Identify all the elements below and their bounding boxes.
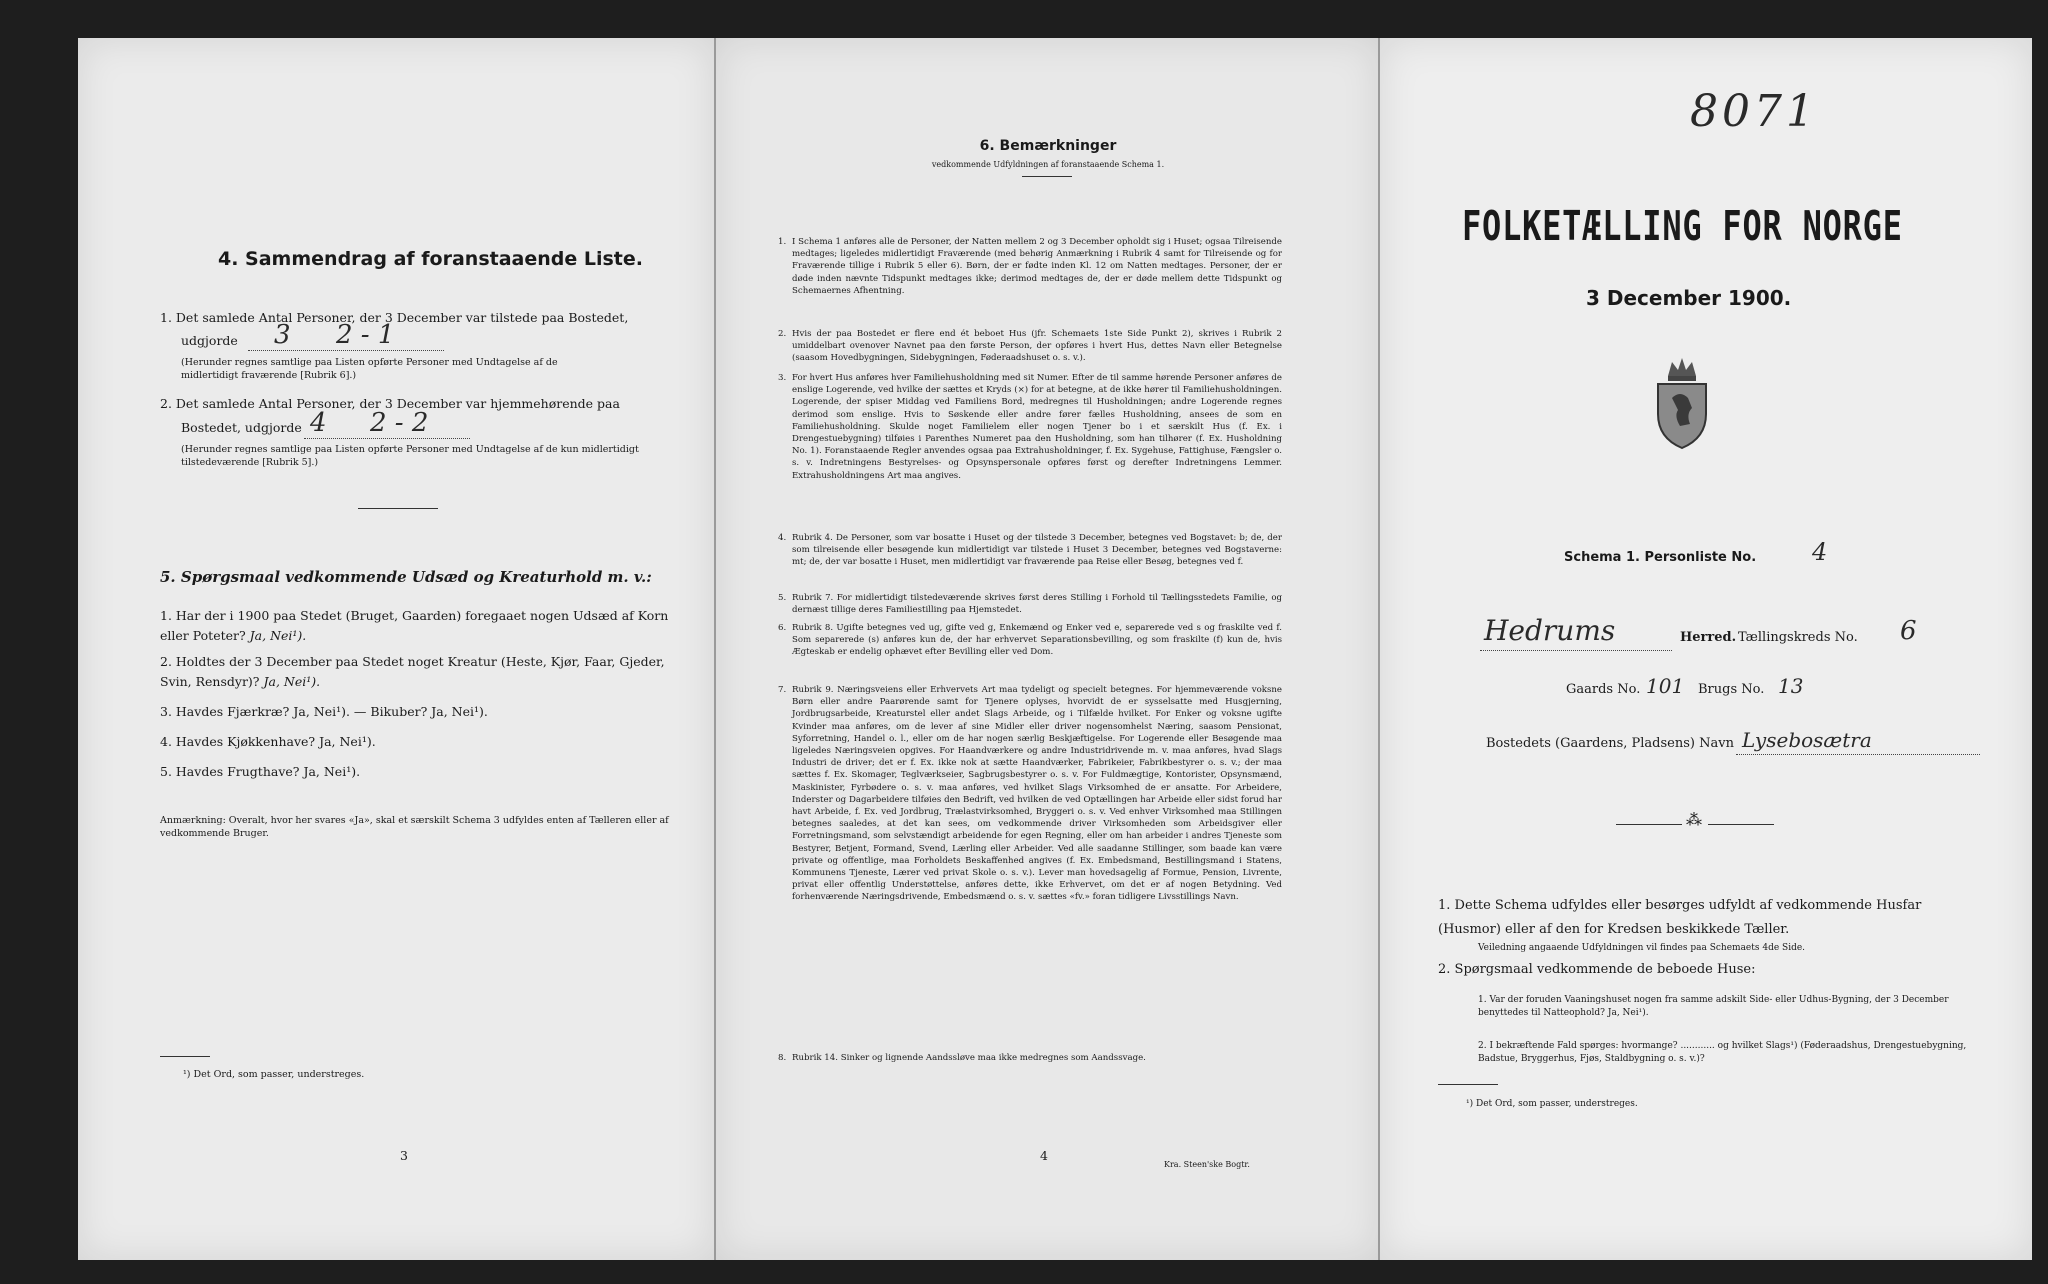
item1-value-b: 2 - 1 — [336, 320, 395, 350]
gaards-label: Gaards No. — [1566, 682, 1641, 697]
right-footnote-rule — [1438, 1084, 1498, 1085]
remark-item-text: Hvis der paa Bostedet er flere end ét beboet Hus (jfr. Schemaets 1ste Side Punkt 2), skrives i Rubrik 2 umiddelbart ovenover Navnet paa den første Person, der opføres i hvert Hus, dettes Navn eller Betegnelse (saasom Hovedbygningen, Sidebygningen, Føderaadshuset o. s. v.). — [792, 329, 1282, 364]
remark-item — [778, 684, 1282, 904]
section5-title: 5. Spørgsmaal vedkommende Udsæd og Kreaturhold m. v.: — [160, 568, 652, 586]
remark-item-number: 2. — [778, 329, 787, 339]
page-number-middle: 4 — [1040, 1148, 1048, 1163]
remark-item-number: 6. — [778, 623, 787, 633]
bosted-label: Bostedets (Gaardens, Pladsens) Navn — [1486, 736, 1734, 751]
middle-page — [716, 38, 1380, 1260]
herred-value: Hedrums — [1484, 614, 1616, 647]
scan-background — [0, 0, 2048, 38]
coat-of-arms-icon — [1650, 354, 1714, 454]
ornament-rule-left — [1616, 824, 1682, 825]
page-number-left: 3 — [400, 1148, 408, 1163]
item2-note: (Herunder regnes samtlige paa Listen opførte Personer med Undtagelse af de kun midlertidigt tilstedeværende [Rubrik 5].) — [181, 444, 639, 468]
item1-line1: 1. Det samlede Antal Personer, der 3 December var tilstede paa Bostedet, — [160, 310, 629, 325]
item2-line1: 2. Det samlede Antal Personer, der 3 December var hjemmehørende paa — [160, 396, 620, 411]
item2-label: Bostedet, udgjorde — [181, 420, 302, 435]
bosted-dotline — [1736, 754, 1980, 755]
herred-dotline — [1480, 650, 1672, 651]
item2-value-b: 2 - 2 — [370, 408, 429, 438]
gaards-value: 101 — [1646, 674, 1685, 698]
instruction-1-note: Veiledning angaaende Udfyldningen vil findes paa Schemaets 4de Side. — [1478, 943, 1806, 953]
remark-item-text: For hvert Hus anføres hver Familiehusholdning med sit Numer. Efter de til samme hørende Personer anføres de enslige Logerende, ved hvilke der sættes et Kryds (×) for at betegne, at de ikke hører til Familiehusholdningen. Logerende, der spiser Middag ved Familiens Bord, medregnes til Husholdningen; andre Logerende regnes derimod som enslige. Hvis to Søskende eller andre fører fælles Husholdning, ansees de som en Familiehusholdning. Skulde noget Familielem eller nogen Tjener bo i et særskilt Hus (f. Ex. i Drengestuebygning) tilføies i Parenthes Numeret paa den Husholdning, som han tilhører (f. Ex. Husholdning No. 1). Foranstaaende Regler anvendes ogsaa paa Extrahusholdninger, f. Ex. Sygehuse, Fattighuse, Fængsler o. s. v. Indretningens Bestyrelses- og Opsynspersonale opføres først og derefter Indretningens Lemmer. Extrahusholdningens Art maa angives. — [792, 373, 1282, 481]
right-page — [1380, 38, 2032, 1260]
ornament: ⁂ — [1686, 810, 1702, 829]
footnote-rule — [160, 1056, 210, 1057]
schema-value: 4 — [1812, 538, 1828, 566]
census-title: FOLKETÆLLING FOR NORGE — [1462, 202, 1903, 250]
remark-item-number: 3. — [778, 373, 787, 383]
remark-item — [778, 622, 1282, 659]
remark: Anmærkning: Overalt, hvor her svares «Ja», skal et særskilt Schema 3 udfyldes enten af Tælleren eller af vedkommende Bruger. — [160, 815, 669, 839]
schema-label: Schema 1. Personliste No. — [1564, 550, 1757, 565]
divider-rule — [358, 508, 438, 509]
remark-item-text: Rubrik 4. De Personer, som var bosatte i Huset og der tilstede 3 December, betegnes ved Bogstavet: b; de, der som tilreisende eller besøgende kun midlertidigt var tilstede i Huset 3 December, betegnes ved Bogstaverne: mt; de, der var bosatte i Huset, men midlertidigt var fraværende paa Reise eller Besøg, betegnes ved f. — [792, 533, 1282, 568]
remark-item-text: Rubrik 9. Næringsveiens eller Erhvervets Art maa tydeligt og specielt betegnes. For hjemmeværende voksne Børn eller andre Paarørende samt for Tjenere oplyses, hvorvidt de er sysselsatte med Husgjerning, Jordbrugsarbeide, Kreaturstel eller andet Slags Arbeide, og i Tilfælde hvilket. For Enker og voksne ugifte Kvinder maa anføres, om de lever af sine Midler eller driver nogensomhelst Næring, saasom Pensionat, Syforretning, Handel o. l., eller om de har nogen særlig Beskjæftigelse. For Logerende eller Besøgende maa ligeledes Næringsveien opgives. For Haandværkere og andre Industridrivende m. v. maa anføres, hvad Slags Industri de driver; det er f. Ex. ikke nok at sætte Haandværker, Fabrikeier, Fabrikbestyrer o. s. v.; der maa sættes f. Ex. Skomager, Teglværkseier, Sagbrugsbestyrer o. s. v. For Fuldmægtige, Kontorister, Opsynsmænd, Maskinister, Fyrbødere o. s. v. maa anføres, ved hvilket Slags Virksomhed de er ansatte. For Arbeidere, Inderster og Dagarbeidere tilføies den Bedrift, ved hvilken de ved Optællingen har Arbeide eller sidst forud har havt Arbeide, f. Ex. ved Jordbrug, Trælastvirksomhed, Bryggeri o. s. v. Ved enhver Virksomhed maa Stillingen betegnes saaledes, at det kan sees, om vedkommende driver Virksomheden som Arbeidsgiver eller Forretningsmand, som selvstændigt arbeidende for egen Regning, eller om han arbeider i andres Tjeneste som Bestyrer, Betjent, Formand, Svend, Lærling eller Arbeider. Ved alle saadanne Stillinger, som baade kan være private og offentlige, maa Forholdets Beskaffenhed angives (f. Ex. Embedsmand, Bestillingsmand i Statens, Kommunens Tjeneste, Lærer ved privat Skole o. s. v.). Lever man hovedsagelig af Formue, Pension, Livrente, privat eller offentlig Understøttelse, anføres dette, ikke Erhvervet, om det er af nogen Betydning. Ved forhenværende Næringsdrivende, Embedsmænd o. s. v. sættes «fv.» foran tidligere Livsstillings Navn. — [792, 685, 1282, 903]
remarks-subtitle: vedkommende Udfyldningen af foranstaaende Schema 1. — [931, 160, 1165, 169]
brugs-label: Brugs No. — [1698, 682, 1765, 697]
census-date: 3 December 1900. — [1586, 286, 1792, 310]
remark-item-text: Rubrik 7. For midlertidigt tilstedeværende skrives først deres Stilling i Forhold til Tællingsstedets Familie, og dernæst tillige deres Familiestilling paa Hjemstedet. — [792, 593, 1282, 616]
question-2-text: 2. Holdtes der 3 December paa Stedet noget Kreatur (Heste, Kjør, Faar, Gjeder, Svin, Rensdyr)? — [160, 654, 665, 689]
remark-item — [778, 372, 1282, 482]
remark-item-text: Rubrik 14. Sinker og lignende Aandssløve maa ikke medregnes som Aandssvage. — [792, 1053, 1146, 1063]
schema-line — [1564, 550, 1756, 565]
question-1-text: 1. Har der i 1900 paa Stedet (Bruget, Gaarden) foregaaet nogen Udsæd af Korn eller Poteter? — [160, 608, 669, 643]
archive-number: 8071 — [1690, 86, 1818, 137]
question-5: 5. Havdes Frugthave? Ja, Nei¹). — [160, 764, 361, 779]
bosted-value: Lysebosætra — [1742, 728, 1872, 752]
instruction-2: 2. Spørgsmaal vedkommende de beboede Huse: — [1438, 962, 1756, 977]
instruction-2-q1: 1. Var der foruden Vaaningshuset nogen fra samme adskilt Side- eller Udhus-Bygning, der 3 December benyttedes til Natteophold? Ja, Nei¹). — [1478, 995, 1949, 1018]
remark-item — [778, 236, 1282, 297]
brugs-value: 13 — [1778, 674, 1804, 698]
question-2 — [160, 652, 700, 692]
instruction-2-q2: 2. I bekræftende Fald spørges: hvormange? ............ og hvilket Slags¹) (Føderaadshus, Drengestuebygning, Badstue, Bryggerhus, Fjøs, Staldbygning o. s. v.)? — [1478, 1041, 1967, 1064]
ornament-rule-right — [1708, 824, 1774, 825]
question-2-answer: Ja, Nei¹). — [263, 674, 321, 689]
remark-item — [778, 328, 1282, 365]
kreds-label: Tællingskreds No. — [1738, 630, 1858, 645]
question-1 — [160, 606, 700, 646]
item2-dotline — [304, 438, 470, 439]
remarks-rule — [1022, 176, 1072, 177]
section4-title: 4. Sammendrag af foranstaaende Liste. — [218, 248, 643, 270]
instruction-1: 1. Dette Schema udfyldes eller besørges udfyldt af vedkommende Husfar (Husmor) eller af den for Kredsen beskikkede Tæller. — [1438, 898, 1922, 937]
remarks-title: 6. Bemærkninger — [979, 138, 1117, 154]
remark-item-number: 1. — [778, 237, 787, 247]
kreds-value: 6 — [1900, 616, 1917, 646]
remark-item — [778, 592, 1282, 616]
right-footnote: ¹) Det Ord, som passer, understreges. — [1466, 1099, 1638, 1109]
question-1-answer: Ja, Nei¹). — [249, 628, 307, 643]
remark-item-text: I Schema 1 anføres alle de Personer, der Natten mellem 2 og 3 December opholdt sig i Huset; ogsaa Tilreisende medtages; ligeledes midlertidigt Fraværende (med behørig Anmærkning i Rubrik 4 samt for Tilreisende og for Fraværende tillige i Rubrik 5 eller 6). Børn, der er fødte inden Kl. 12 om Natten medtages. Personer, der er døde inden nævnte Tidspunkt medtages ikke; derimod medtages de, der er døde mellem dette Tidspunkt og Schemaernes Afhentning. — [792, 237, 1282, 296]
item2-value-a: 4 — [310, 408, 327, 438]
item1-value-a: 3 — [274, 320, 291, 350]
question-4: 4. Havdes Kjøkkenhave? Ja, Nei¹). — [160, 734, 376, 749]
remark-item-number: 5. — [778, 593, 787, 603]
item1-note: (Herunder regnes samtlige paa Listen opførte Personer med Undtagelse af de midlertidigt fraværende [Rubrik 6].) — [181, 357, 558, 381]
footnote: ¹) Det Ord, som passer, understreges. — [183, 1069, 365, 1080]
printer-mark: Kra. Steen'ske Bogtr. — [1164, 1160, 1250, 1169]
remark-item-number: 7. — [778, 685, 787, 695]
remark-item-number: 8. — [778, 1053, 787, 1063]
item1-dotline — [248, 350, 444, 351]
remark-item — [778, 1052, 1282, 1064]
remark-item-text: Rubrik 8. Ugifte betegnes ved ug, gifte ved g, Enkemænd og Enker ved e, separerede ved s og fraskilte ved f. Som separerede (s) anføres kun de, der har erhvervet Separationsbevilling, og som fraskilte (f) kun de, hvis Ægteskab er endelig ophævet efter Bevilling eller ved Dom. — [792, 623, 1282, 658]
left-page — [78, 38, 714, 1260]
question-3: 3. Havdes Fjærkræ? Ja, Nei¹). — Bikuber? Ja, Nei¹). — [160, 704, 488, 719]
item1-label: udgjorde — [181, 333, 238, 348]
remark-item — [778, 532, 1282, 569]
herred-label: Herred. — [1680, 630, 1737, 645]
remark-item-number: 4. — [778, 533, 787, 543]
